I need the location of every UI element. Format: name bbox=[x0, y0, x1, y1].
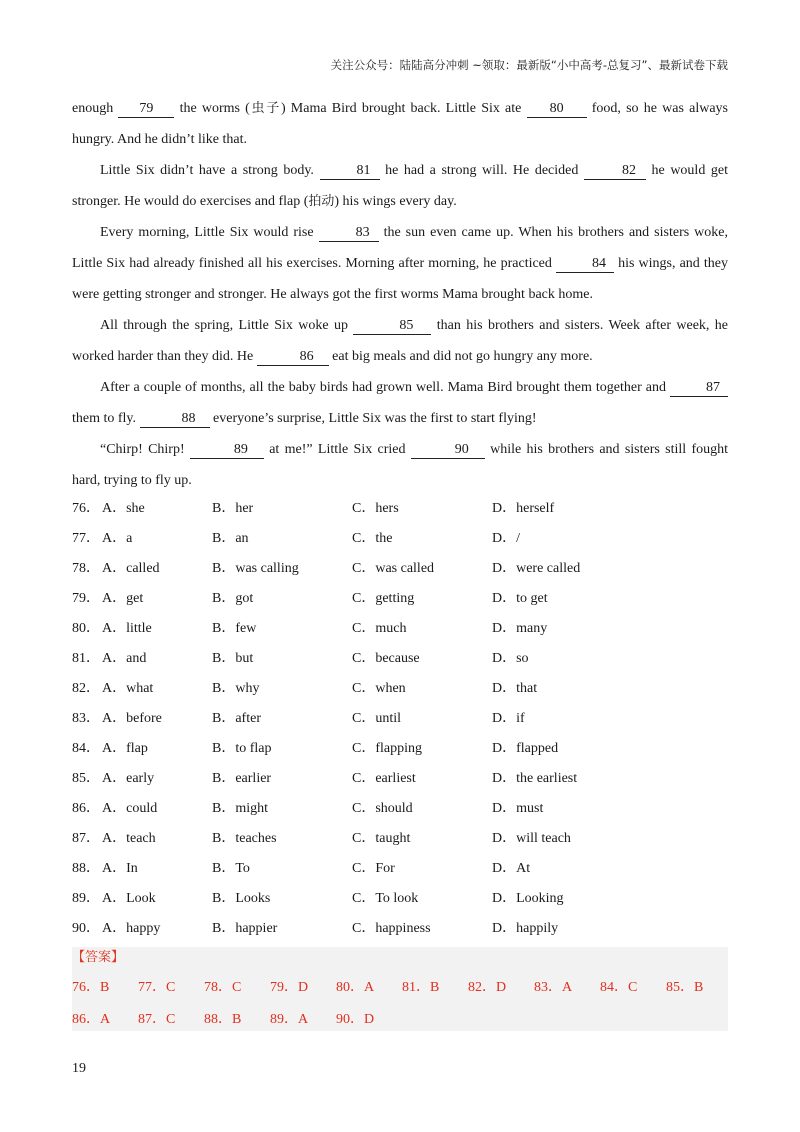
answer-row-2 bbox=[72, 1009, 728, 1031]
answer-row-1 bbox=[72, 977, 728, 999]
answer-item: 81．B bbox=[402, 980, 440, 995]
answer-title: 【答案】 bbox=[72, 950, 125, 965]
answer-item: 87．C bbox=[138, 1012, 176, 1027]
answer-item: 76．B bbox=[72, 980, 110, 995]
question-row: 90． A．happy B．happier C．happiness D．happily bbox=[72, 921, 559, 936]
answer-item: 84．C bbox=[600, 980, 638, 995]
question-row: 79． A．get B．got C．getting D．to get bbox=[72, 591, 548, 606]
answer-item: 85．B bbox=[666, 980, 704, 995]
question-row: 76． A．she B．her C．hers D．herself bbox=[72, 501, 555, 516]
question-row: 85． A．early B．earlier C．earliest D．the earliest bbox=[72, 771, 578, 786]
question-row: 89． A．Look B．Looks C．To look D．Looking bbox=[72, 891, 564, 906]
blank-80: 80 bbox=[527, 100, 587, 118]
blank-90: 90 bbox=[411, 441, 485, 459]
paragraph-2: Little Six didn’t have a strong body. 81 he had a strong will. He decided 82 he would get stronger. He would do exercises and flap (拍动) his wings every day. bbox=[72, 163, 728, 209]
blank-89: 89 bbox=[190, 441, 264, 459]
question-row: 88． A．In B．To C．For D．At bbox=[72, 861, 531, 876]
answer-item: 78．C bbox=[204, 980, 242, 995]
blank-81: 81 bbox=[320, 162, 380, 180]
question-row: 77． A．a B．an C．the D．/ bbox=[72, 531, 520, 546]
blank-83: 83 bbox=[319, 224, 379, 242]
blank-87: 87 bbox=[670, 379, 728, 397]
blank-88: 88 bbox=[140, 410, 210, 428]
page-number: 19 bbox=[72, 1061, 86, 1076]
answer-item: 83．A bbox=[534, 980, 573, 995]
blank-85: 85 bbox=[353, 317, 431, 335]
answer-item: 88．B bbox=[204, 1012, 242, 1027]
blank-84: 84 bbox=[556, 255, 614, 273]
question-options-list bbox=[72, 494, 728, 944]
paragraph-4: All through the spring, Little Six woke up 85 than his brothers and sisters. Week after week, he worked harder than they did. He 86 eat big meals and did not go hungry any more. bbox=[72, 318, 728, 364]
cloze-passage bbox=[72, 93, 728, 496]
answer-key-box bbox=[72, 947, 728, 1031]
answer-item: 90．D bbox=[336, 1012, 375, 1027]
question-row: 78． A．called B．was calling C．was called D．were called bbox=[72, 561, 581, 576]
blank-82: 82 bbox=[584, 162, 646, 180]
answer-item: 80．A bbox=[336, 980, 375, 995]
page-header: 关注公众号：陆陆高分冲刺 ~领取：最新版“小中高考-总复习”、最新试卷下载 bbox=[330, 58, 728, 72]
answer-item: 82．D bbox=[468, 980, 507, 995]
question-row: 87． A．teach B．teaches C．taught D．will teach bbox=[72, 831, 571, 846]
answer-item: 77．C bbox=[138, 980, 176, 995]
paragraph-3: Every morning, Little Six would rise 83 the sun even came up. When his brothers and sisters woke, Little Six had already finished all his exercises. Morning after morning, he practiced 84 his wings, and they were getting stronger and stronger. He always got the first worms Mama brought back home. bbox=[72, 225, 728, 302]
paragraph-5: After a couple of months, all the baby birds had grown well. Mama Bird brought them together and 87 them to fly. 88 everyone’s surprise, Little Six was the first to start flying! bbox=[72, 372, 728, 434]
blank-86: 86 bbox=[257, 348, 329, 366]
question-row: 81． A．and B．but C．because D．so bbox=[72, 651, 529, 666]
answer-item: 86．A bbox=[72, 1012, 111, 1027]
question-row: 80． A．little B．few C．much D．many bbox=[72, 621, 548, 636]
answer-item: 89．A bbox=[270, 1012, 309, 1027]
answer-item: 79．D bbox=[270, 980, 309, 995]
question-row: 82． A．what B．why C．when D．that bbox=[72, 681, 538, 696]
question-row: 83． A．before B．after C．until D．if bbox=[72, 711, 525, 726]
question-row: 84． A．flap B．to flap C．flapping D．flapped bbox=[72, 741, 559, 756]
question-row: 86． A．could B．might C．should D．must bbox=[72, 801, 544, 816]
paragraph-6: “Chirp! Chirp! 89 at me!” Little Six cried 90 while his brothers and sisters still fought hard, trying to fly up. bbox=[72, 442, 728, 488]
blank-79: 79 bbox=[118, 100, 174, 118]
paragraph-1: enough 79 the worms (虫子) Mama Bird brought back. Little Six ate 80 food, so he was always hungry. And he didn’t like that. bbox=[72, 101, 728, 147]
